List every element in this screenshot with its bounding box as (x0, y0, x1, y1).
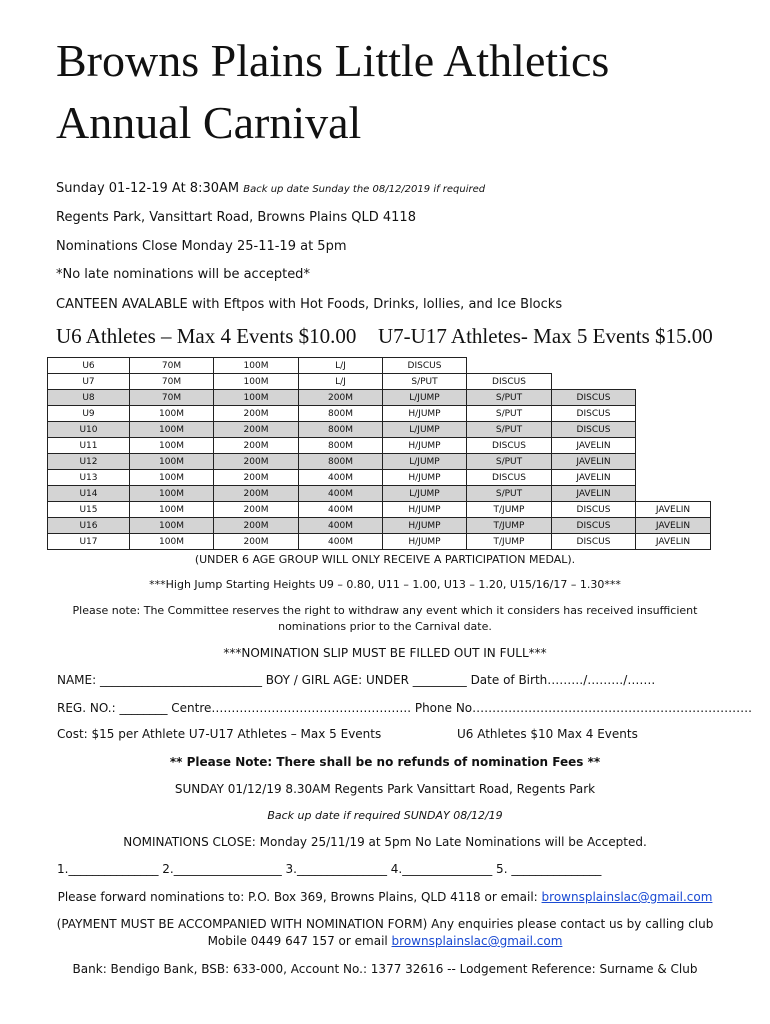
table-cell: DISCUS (552, 534, 636, 550)
table-cell: 70M (130, 374, 214, 390)
table-cell: 100M (130, 438, 214, 454)
cost-u6: U6 Athletes $10 Max 4 Events (457, 727, 638, 741)
slip-backup-date: Back up date if required SUNDAY 08/12/19 (267, 809, 503, 822)
empty-cell (636, 390, 711, 406)
table-cell: 200M (214, 454, 299, 470)
empty-cell (467, 358, 552, 374)
table-cell: DISCUS (383, 358, 467, 374)
table-cell: S/PUT (467, 422, 552, 438)
high-jump-heights: ***High Jump Starting Heights U9 – 0.80, U11 – 1.00, U13 – 1.20, U15/16/17 – 1.30*** (149, 578, 621, 591)
table-cell: 200M (214, 406, 299, 422)
table-cell: H/JUMP (383, 534, 467, 550)
table-cell: JAVELIN (552, 486, 636, 502)
table-row (48, 534, 711, 550)
page-title: Browns Plains Little Athletics Annual Carnival (56, 35, 610, 148)
date-line (56, 181, 485, 196)
slip-nominations-close: NOMINATIONS CLOSE: Monday 25/11/19 at 5pm No Late Nominations will be Accepted. (123, 835, 647, 849)
empty-cell (552, 374, 636, 390)
table-cell: DISCUS (467, 374, 552, 390)
email-link[interactable]: brownsplainslac@gmail.com (541, 890, 713, 904)
table-cell: JAVELIN (552, 454, 636, 470)
empty-cell (636, 470, 711, 486)
table-cell: JAVELIN (636, 502, 711, 518)
slip-date-venue: SUNDAY 01/12/19 8.30AM Regents Park Vansittart Road, Regents Park (174, 782, 596, 796)
u7-u17-heading: U7-U17 Athletes- Max 5 Events $15.00 (378, 324, 713, 348)
table-row (48, 454, 711, 470)
table-cell: H/JUMP (383, 518, 467, 534)
empty-cell (636, 486, 711, 502)
table-cell: 200M (214, 486, 299, 502)
table-cell: U8 (48, 390, 130, 406)
event-choice-blanks: 1._______________ 2.__________________ 3._______________ 4._______________ 5. _______________ (57, 862, 602, 876)
table-cell: L/J (299, 374, 383, 390)
table-cell: JAVELIN (552, 438, 636, 454)
table-cell: H/JUMP (383, 470, 467, 486)
empty-cell (636, 374, 711, 390)
u6-heading: U6 Athletes – Max 4 Events $10.00 (56, 324, 357, 348)
empty-cell (552, 358, 636, 374)
table-cell: H/JUMP (383, 406, 467, 422)
participation-note: (UNDER 6 AGE GROUP WILL ONLY RECEIVE A PARTICIPATION MEDAL). (194, 553, 576, 566)
name-line: NAME: ___________________________ BOY / GIRL AGE: UNDER _________ Date of Birth………/………/……. (57, 673, 656, 687)
table-cell: JAVELIN (636, 534, 711, 550)
table-cell: L/JUMP (383, 390, 467, 406)
table-cell: 100M (130, 454, 214, 470)
table-cell: S/PUT (383, 374, 467, 390)
table-row (48, 422, 711, 438)
table-cell: JAVELIN (552, 470, 636, 486)
table-cell: S/PUT (467, 454, 552, 470)
table-cell: 200M (214, 470, 299, 486)
table-cell: 100M (130, 518, 214, 534)
empty-cell (636, 438, 711, 454)
slip-heading: ***NOMINATION SLIP MUST BE FILLED OUT IN FULL*** (223, 646, 547, 660)
table-cell: 400M (299, 470, 383, 486)
cost-u7-u17: Cost: $15 per Athlete U7-U17 Athletes – Max 5 Events (57, 727, 382, 741)
table-cell: L/JUMP (383, 486, 467, 502)
table-cell: 100M (130, 422, 214, 438)
event-headings (56, 324, 713, 349)
table-cell: 100M (130, 486, 214, 502)
nominations-close: Nominations Close Monday 25-11-19 at 5pm (56, 239, 347, 254)
empty-cell (636, 422, 711, 438)
table-cell: 100M (130, 470, 214, 486)
table-cell: U9 (48, 406, 130, 422)
table-cell: T/JUMP (467, 502, 552, 518)
table-row (48, 438, 711, 454)
canteen-notice: CANTEEN AVALABLE with Eftpos with Hot Foods, Drinks, lollies, and Ice Blocks (56, 297, 563, 312)
table-cell: 100M (214, 374, 299, 390)
table-cell: U12 (48, 454, 130, 470)
table-cell: 100M (130, 534, 214, 550)
table-cell: DISCUS (467, 438, 552, 454)
table-cell: 200M (214, 422, 299, 438)
table-row (48, 470, 711, 486)
table-row (48, 390, 711, 406)
table-cell: 800M (299, 422, 383, 438)
table-row (48, 518, 711, 534)
table-cell: U6 (48, 358, 130, 374)
table-cell: U15 (48, 502, 130, 518)
table-cell: H/JUMP (383, 438, 467, 454)
table-cell: 400M (299, 518, 383, 534)
table-cell: DISCUS (552, 422, 636, 438)
table-cell: U14 (48, 486, 130, 502)
table-cell: L/JUMP (383, 454, 467, 470)
table-cell: S/PUT (467, 486, 552, 502)
table-cell: 200M (214, 438, 299, 454)
table-cell: U13 (48, 470, 130, 486)
forward-nominations (0, 890, 770, 904)
table-cell: S/PUT (467, 390, 552, 406)
table-cell: 800M (299, 438, 383, 454)
table-row (48, 502, 711, 518)
table-cell: DISCUS (552, 518, 636, 534)
table-cell: 200M (214, 518, 299, 534)
table-row (48, 358, 711, 374)
empty-cell (636, 358, 711, 374)
event-date: Sunday 01-12-19 At 8:30AM (56, 181, 240, 196)
table-cell: DISCUS (552, 502, 636, 518)
table-cell: T/JUMP (467, 534, 552, 550)
table-cell: 200M (214, 502, 299, 518)
table-cell: DISCUS (467, 470, 552, 486)
table-cell: U11 (48, 438, 130, 454)
table-cell: L/JUMP (383, 422, 467, 438)
committee-note-line2: nominations prior to the Carnival date. (278, 620, 492, 633)
table-cell: 100M (214, 390, 299, 406)
table-cell: 100M (214, 358, 299, 374)
table-cell: JAVELIN (636, 518, 711, 534)
table-cell: 70M (130, 358, 214, 374)
table-cell: S/PUT (467, 406, 552, 422)
table-cell: 400M (299, 502, 383, 518)
table-cell: 800M (299, 454, 383, 470)
table-cell: T/JUMP (467, 518, 552, 534)
table-cell: 200M (214, 534, 299, 550)
empty-cell (636, 406, 711, 422)
table-cell: L/J (299, 358, 383, 374)
payment-mobile-text: Mobile 0449 647 157 or email (207, 934, 392, 948)
table-cell: 100M (130, 406, 214, 422)
table-cell: 400M (299, 486, 383, 502)
table-cell: U10 (48, 422, 130, 438)
payment-line2 (0, 934, 770, 948)
venue: Regents Park, Vansittart Road, Browns Plains QLD 4118 (56, 210, 416, 225)
table-cell: 400M (299, 534, 383, 550)
reg-line: REG. NO.: ________ Centre………………………………………….. Phone No……………………………………………………………. (57, 701, 752, 715)
table-cell: 100M (130, 502, 214, 518)
bank-details: Bank: Bendigo Bank, BSB: 633-000, Account No.: 1377 32616 -- Lodgement Reference: Surname & Club (72, 962, 698, 976)
table-row (48, 486, 711, 502)
table-cell: H/JUMP (383, 502, 467, 518)
table-cell: DISCUS (552, 390, 636, 406)
backup-date-note: Back up date Sunday the 08/12/2019 if required (243, 184, 486, 195)
email-link-2[interactable]: brownsplainslac@gmail.com (391, 934, 563, 948)
table-cell: 200M (299, 390, 383, 406)
table-cell: 800M (299, 406, 383, 422)
events-table (47, 357, 711, 550)
committee-note-line1: Please note: The Committee reserves the right to withdraw any event which it considers has received insufficient (72, 604, 698, 617)
payment-line1: (PAYMENT MUST BE ACCOMPANIED WITH NOMINATION FORM) Any enquiries please contact us by calling club (56, 917, 714, 931)
table-cell: U7 (48, 374, 130, 390)
no-late-notice: *No late nominations will be accepted* (56, 267, 310, 282)
table-row (48, 374, 711, 390)
table-cell: U16 (48, 518, 130, 534)
empty-cell (636, 454, 711, 470)
table-cell: U17 (48, 534, 130, 550)
forward-text: Please forward nominations to: P.O. Box 369, Browns Plains, QLD 4118 or email: (57, 890, 542, 904)
table-cell: 70M (130, 390, 214, 406)
no-refunds-note: ** Please Note: There shall be no refunds of nomination Fees ** (169, 755, 601, 769)
table-row (48, 406, 711, 422)
table-cell: DISCUS (552, 406, 636, 422)
